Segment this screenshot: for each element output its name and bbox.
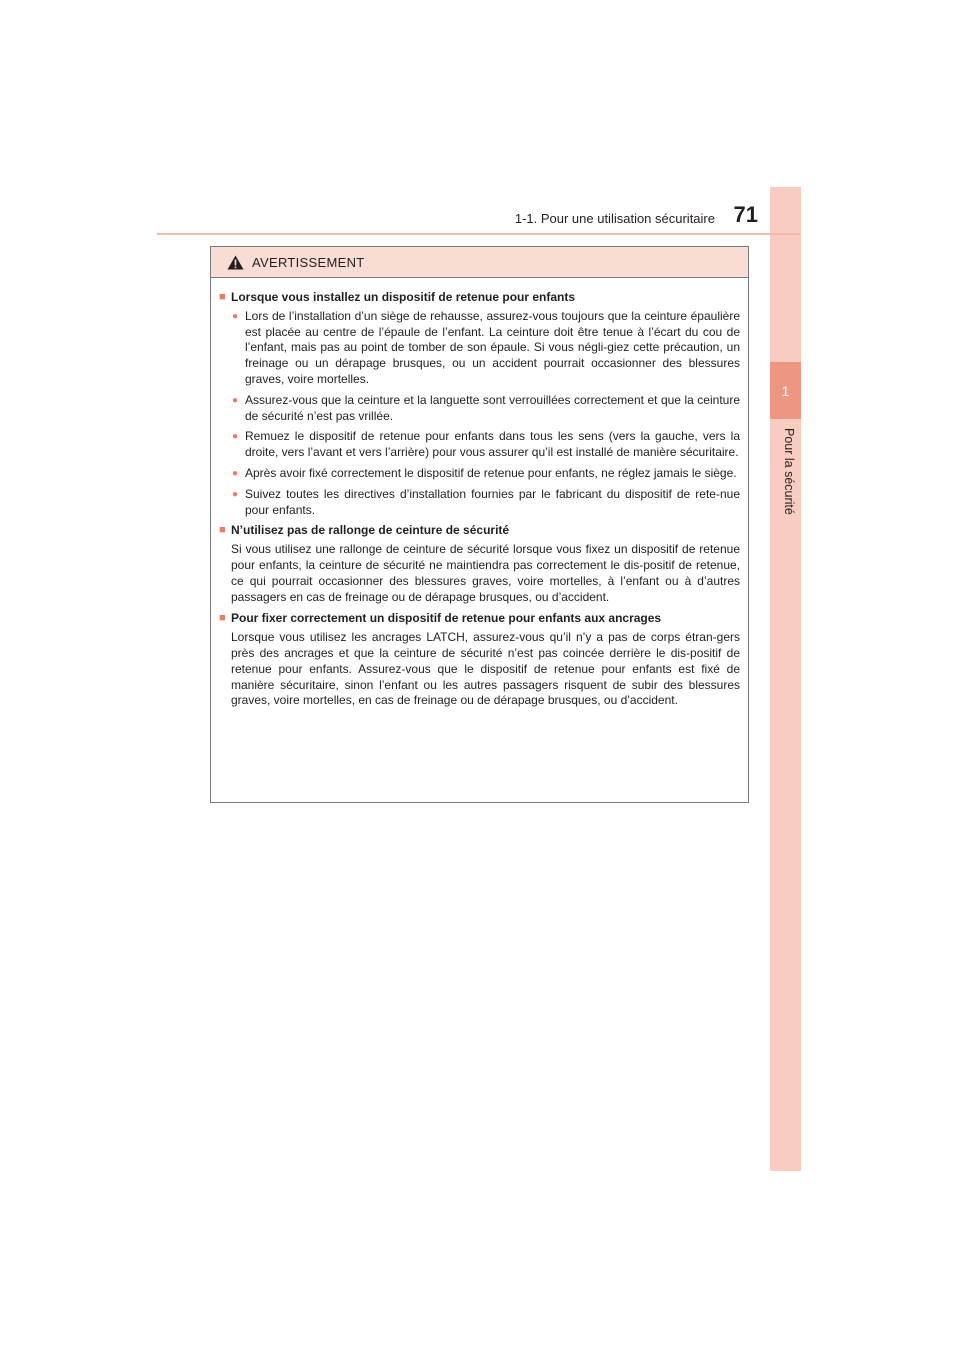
- round-bullet-icon: ●: [232, 488, 239, 500]
- warning-header: [211, 247, 748, 278]
- section-heading: [219, 523, 740, 539]
- round-bullet-icon: ●: [232, 310, 239, 322]
- warning-section-anchors: [219, 611, 740, 709]
- section-heading-text: Pour fixer correctement un dispositif de retenue pour enfants aux ancrages: [231, 611, 662, 626]
- page-header: [157, 200, 800, 235]
- round-bullet-icon: ●: [232, 431, 239, 443]
- warning-section-extender: [219, 523, 740, 605]
- list-item: [219, 487, 740, 519]
- page-number: 71: [733, 202, 758, 227]
- warning-box: [210, 246, 749, 803]
- section-heading-text: Lorsque vous installez un dispositif de retenue pour enfants: [231, 290, 576, 304]
- chapter-number-tab: 1: [770, 362, 801, 419]
- chapter-title: Pour la sécurité: [782, 428, 796, 515]
- list-item-text: Assurez-vous que la ceinture et la languette sont verrouillées correctement et que la ceinture de sécurité n’est pas vrillée.: [245, 392, 740, 423]
- section-heading-text: N’utilisez pas de rallonge de ceinture de sécurité: [231, 523, 510, 538]
- round-bullet-icon: ●: [232, 467, 239, 479]
- section-paragraph: Si vous utilisez une rallonge de ceinture de sécurité lorsque vous fixez un dispositif de retenue pour enfants, la ceinture de sécurité ne maintiendra pas correctement le dis-positif de retenue, ce qui pourrait occasionner des blessures graves, voire mortelles, à l’enfant ou à d’autres passagers en cas de freinage ou de dérapage brusques, ou d’accident.: [231, 542, 740, 604]
- list-item: [219, 393, 740, 425]
- warning-triangle-icon: [227, 255, 244, 270]
- section-title: 1-1. Pour une utilisation sécuritaire: [514, 211, 715, 226]
- warning-body: [211, 278, 748, 709]
- list-item-text: Après avoir fixé correctement le dispositif de retenue pour enfants, ne réglez jamais le siège.: [245, 465, 737, 480]
- list-item: [219, 309, 740, 388]
- list-item-text: Lors de l’installation d’un siège de rehausse, assurez-vous toujours que la ceinture épaulière est placée au centre de l’épaule de l’enfant. La ceinture doit être tenue à l’écart du cou de l’enfant, mais pas au point de tomber de son épaule. Si vous négli-giez cette précaution, un freinage ou un dérapage brusques, ou un accident pourrait occasionner des blessures graves, voire mortelles.: [245, 308, 740, 386]
- list-item: [219, 429, 740, 461]
- square-bullet-icon: ■: [219, 612, 226, 625]
- round-bullet-icon: ●: [232, 394, 239, 406]
- warning-section-install: [219, 290, 740, 518]
- section-paragraph: Lorsque vous utilisez les ancrages LATCH, assurez-vous qu’il n’y a pas de corps étran-gers près des ancrages et que la ceinture de sécurité n’est pas coincée derrière le dis-positif de retenue pour enfants. Assurez-vous que le dispositif de retenue pour enfants est fixé de manière sécuritaire, sinon l’enfant ou les autres passagers risquent de subir des blessures graves, voire mortelles, en cas de freinage ou de dérapage brusques, ou d’accident.: [231, 630, 740, 708]
- section-heading: [219, 611, 740, 627]
- side-strip: [770, 187, 801, 1171]
- section-heading: [219, 290, 740, 306]
- square-bullet-icon: ■: [219, 291, 226, 303]
- square-bullet-icon: ■: [219, 524, 226, 537]
- list-item: [219, 466, 740, 482]
- list-item-text: Remuez le dispositif de retenue pour enfants dans tous les sens (vers la gauche, vers la droite, vers l’avant et vers l’arrière) pour vous assurer qu’il est installé de manière sécuritaire.: [245, 429, 740, 460]
- list-item-text: Suivez toutes les directives d’installation fournies par le fabricant du dispositif de rete-nue pour enfants.: [245, 486, 740, 517]
- warning-title: AVERTISSEMENT: [252, 254, 365, 270]
